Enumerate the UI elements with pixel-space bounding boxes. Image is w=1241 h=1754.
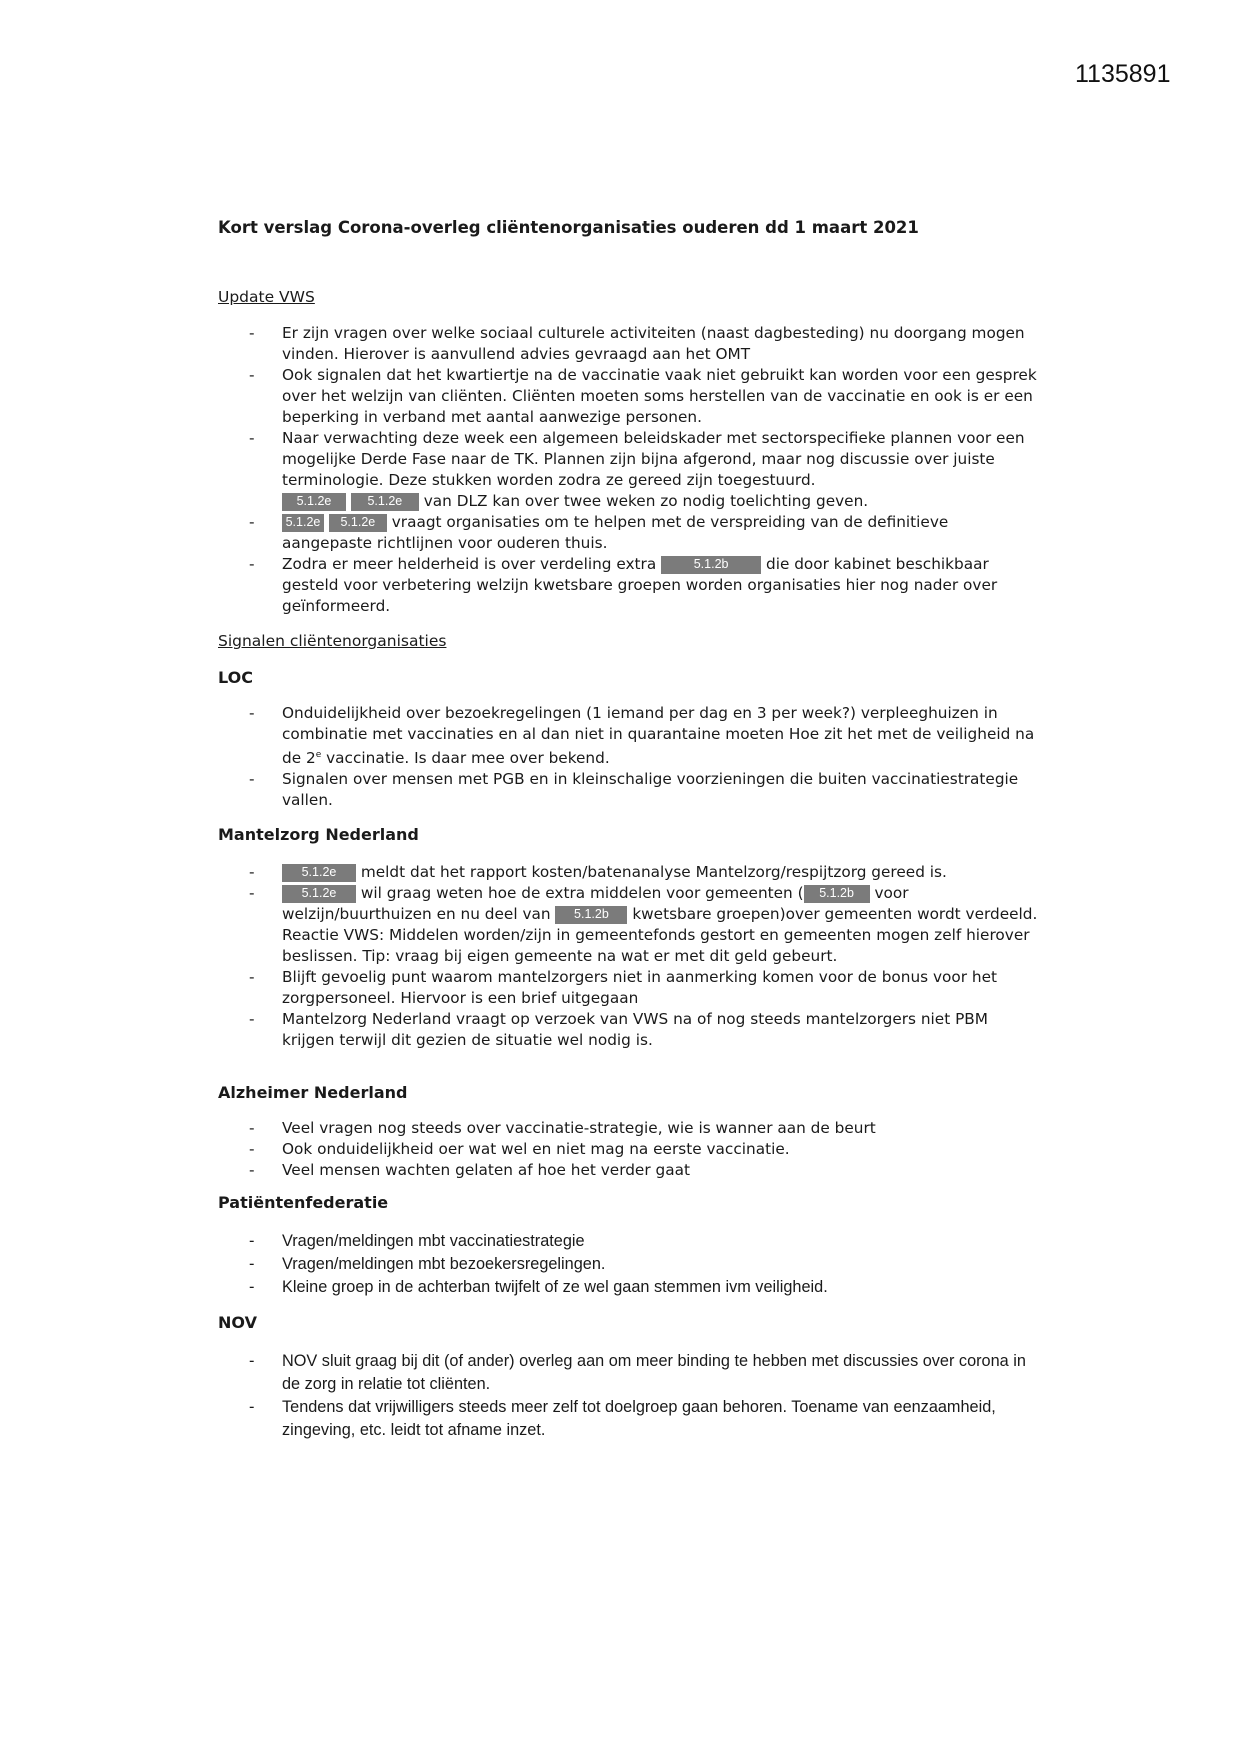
redaction-box: 5.1.2e <box>282 885 356 903</box>
redaction-box: 5.1.2e <box>282 514 324 532</box>
list-item: - 5.1.2e 5.1.2e vraagt organisaties om te helpen met de verspreiding van de definitieve aangepaste richtlijnen voor ouderen thuis. <box>249 513 949 552</box>
heading-update-vws: Update VWS <box>218 288 315 306</box>
list-item: - Onduidelijkheid over bezoekregelingen (1 iemand per dag en 3 per week?) verpleeghuizen in combinatie met vaccinaties en al dan niet in quarantaine moeten Hoe zit het met de veiligheid na de 2e vaccinatie. Is daar mee over bekend. <box>249 704 1035 768</box>
redaction-box: 5.1.2e <box>351 493 419 511</box>
list-item: - Vragen/meldingen mbt bezoekersregelingen. <box>249 1255 606 1273</box>
redaction-box: 5.1.2b <box>661 556 761 574</box>
list-item: - Ook onduidelijkheid oer wat wel en niet mag na eerste vaccinatie. <box>249 1140 790 1158</box>
list-item: - NOV sluit graag bij dit (of ander) overleg aan om meer binding te hebben met discussies over corona in de zorg in relatie tot cliënten. <box>249 1352 1026 1393</box>
list-item: - 5.1.2e meldt dat het rapport kosten/batenanalyse Mantelzorg/respijtzorg gereed is. <box>249 863 947 881</box>
list-item: - 5.1.2e wil graag weten hoe de extra middelen voor gemeenten ( 5.1.2b voor welzijn/buurthuizen en nu deel van 5.1.2b kwetsbare groepen)over gemeenten wordt verdeeld. Reactie VWS: Middelen worden/zijn in gemeentefonds gestort en gemeenten mogen zelf hierover beslissen. Tip: vraag bij eigen gemeente na wat er met dit geld gebeurt. <box>249 884 1038 965</box>
redaction-box: 5.1.2e <box>329 514 387 532</box>
redaction-box: 5.1.2e <box>282 864 356 882</box>
list-item: - Signalen over mensen met PGB en in kleinschalige voorzieningen die buiten vaccinatiestrategie vallen. <box>249 770 1019 810</box>
list-nov <box>218 1350 1038 1442</box>
heading-loc: LOC <box>218 668 253 687</box>
heading-nov: NOV <box>218 1313 257 1332</box>
redaction-box: 5.1.2e <box>282 493 346 511</box>
redaction-box: 5.1.2b <box>804 885 870 903</box>
heading-patientenfederatie: Patiëntenfederatie <box>218 1193 389 1212</box>
heading-mantelzorg: Mantelzorg Nederland <box>218 825 419 844</box>
list-item: - Er zijn vragen over welke sociaal culturele activiteiten (naast dagbesteding) nu doorgang mogen vinden. Hierover is aanvullend advies gevraagd aan het OMT <box>249 324 1025 363</box>
list-item: - Mantelzorg Nederland vraagt op verzoek van VWS na of nog steeds mantelzorgers niet PBM krijgen terwijl dit gezien de situatie wel nodig is. <box>249 1010 988 1049</box>
redaction-box: 5.1.2b <box>555 906 627 924</box>
list-patientenfederatie <box>218 1230 1038 1299</box>
document-number: 1135891 <box>1075 60 1171 88</box>
list-update-vws <box>218 323 1038 617</box>
page-title: Kort verslag Corona-overleg cliëntenorganisaties ouderen dd 1 maart 2021 <box>218 218 919 237</box>
list-item: - Tendens dat vrijwilligers steeds meer zelf tot doelgroep gaan behoren. Toename van eenzaamheid, zingeving, etc. leidt tot afname inzet. <box>249 1398 996 1439</box>
list-item: - Ook signalen dat het kwartiertje na de vaccinatie vaak niet gebruikt kan worden voor een gesprek over het welzijn van cliënten. Cliënten moeten soms herstellen van de vaccinatie en ook is er een beperking in verband met aantal aanwezige personen. <box>249 366 1037 426</box>
list-item: - Veel vragen nog steeds over vaccinatie-strategie, wie is wanner aan de beurt <box>249 1119 876 1137</box>
heading-alzheimer: Alzheimer Nederland <box>218 1083 408 1102</box>
list-item: - Naar verwachting deze week een algemeen beleidskader met sectorspecifieke plannen voor een mogelijke Derde Fase naar de TK. Plannen zijn bijna afgerond, maar nog discussie over juiste terminologie. Deze stukken worden zodra ze gereed zijn toegestuurd. 5.1.2e 5.1.2e van DLZ kan over twee weken zo nodig toelichting geven. <box>249 429 1025 510</box>
list-alzheimer <box>218 1118 1038 1181</box>
list-loc <box>218 703 1038 811</box>
list-item: - Zodra er meer helderheid is over verdeling extra 5.1.2b die door kabinet beschikbaar gesteld voor verbetering welzijn kwetsbare groepen worden organisaties hier nog nader over geïnformeerd. <box>249 555 998 615</box>
list-mantelzorg <box>218 862 1038 1051</box>
list-item: - Veel mensen wachten gelaten af hoe het verder gaat <box>249 1161 690 1179</box>
list-item: - Kleine groep in de achterban twijfelt of ze wel gaan stemmen ivm veiligheid. <box>249 1278 828 1296</box>
list-item: - Blijft gevoelig punt waarom mantelzorgers niet in aanmerking komen voor de bonus voor het zorgpersoneel. Hiervoor is een brief uitgegaan <box>249 968 998 1007</box>
list-item: - Vragen/meldingen mbt vaccinatiestrategie <box>249 1232 585 1250</box>
heading-signalen: Signalen cliëntenorganisaties <box>218 632 447 650</box>
